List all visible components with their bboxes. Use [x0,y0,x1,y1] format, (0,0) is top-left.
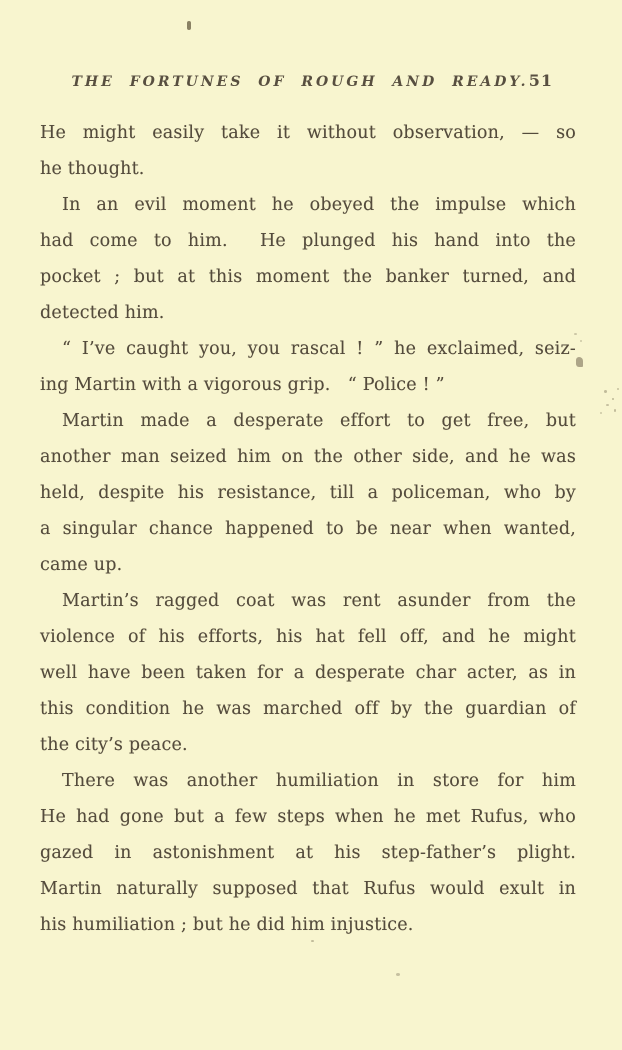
text-line: pocket ; but at this moment the banker turned, and [40,267,576,287]
scan-speck [612,398,614,400]
text-line: There was another humiliation in store for him [62,771,576,791]
scan-speck [600,412,602,414]
text-line: He might easily take it without observation, — so [40,123,576,143]
scan-speck [604,390,607,393]
scan-speck [617,388,619,390]
scan-speck [574,333,577,335]
page-number: 51 [528,71,553,90]
text-line: this condition he was marched off by the guardian of [40,699,576,719]
scan-speck [580,340,582,342]
text-line: “ I’ve caught you, you rascal ! ” he exclaimed, seiz- [62,339,576,359]
text-line: another man seized him on the other side, and he was [40,447,576,467]
text-line: held, despite his resistance, till a policeman, who by [40,483,576,503]
text-line: In an evil moment he obeyed the impulse which [62,195,576,215]
text-line: a singular chance happened to be near when wanted, [40,519,576,539]
text-line: the city’s peace. [40,735,188,755]
scan-speck [187,21,191,30]
text-line: came up. [40,555,123,575]
text-line: well have been taken for a desperate char acter, as in [40,663,576,683]
scan-speck [396,973,400,976]
text-line: he thought. [40,159,145,179]
text-line: violence of his efforts, his hat fell off, and he might [40,627,576,647]
scan-speck [614,409,616,412]
scan-speck [606,404,609,406]
scan-speck [576,357,583,367]
text-line: He had gone but a few steps when he met Rufus, who [40,807,576,827]
text-line: Martin naturally supposed that Rufus would exult in [40,879,576,899]
text-line: had come to him. He plunged his hand into the [40,231,576,251]
scan-speck [311,940,314,942]
text-block [40,115,576,943]
text-line: Martin’s ragged coat was rent asunder from the [62,591,576,611]
text-line: ing Martin with a vigorous grip. “ Police ! ” [40,375,445,395]
text-line: gazed in astonishment at his step-father’s plight. [40,843,576,863]
running-header [40,66,576,96]
text-line: Martin made a desperate effort to get free, but [62,411,576,431]
text-line: his humiliation ; but he did him injustice. [40,915,414,935]
running-header-title: THE FORTUNES OF ROUGH AND READY. [71,74,529,90]
text-line: detected him. [40,303,165,323]
